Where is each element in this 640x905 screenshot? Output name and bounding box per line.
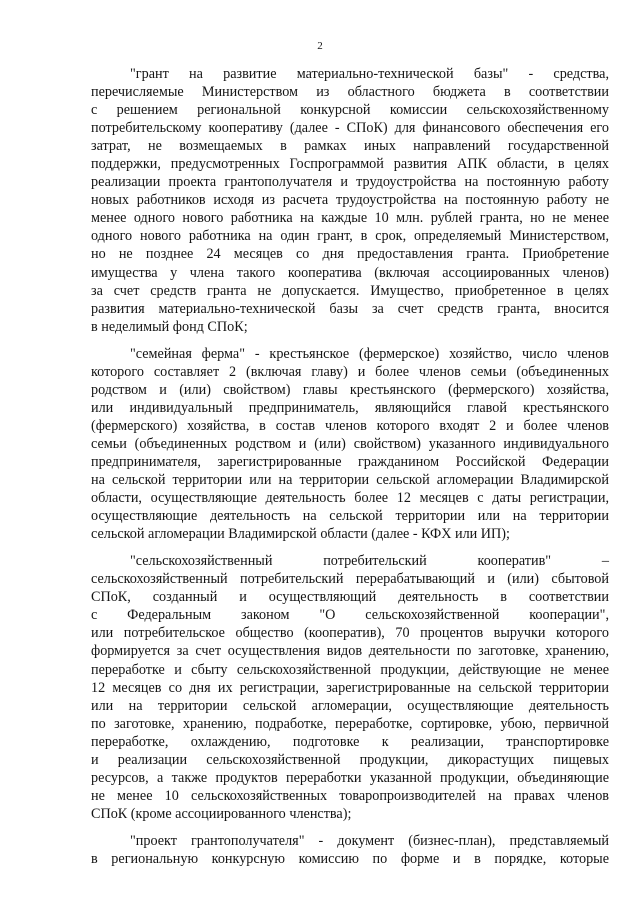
- text-line: области, осуществляющие деятельность более 12 месяцев с даты регистрации,: [91, 490, 609, 507]
- paragraph-family-farm-definition: [91, 345, 609, 544]
- text-line: с Федеральным законом "О сельскохозяйственной кооперации",: [91, 607, 609, 624]
- text-line: новых работников исходя из расчета трудоустройства на постоянную работу не: [91, 192, 609, 209]
- text-line: за счет средств гранта не допускается. Имущество, приобретенное в целях: [91, 282, 609, 299]
- text-line: развития материально-технической базы за счет средств гранта, вносится: [91, 300, 609, 317]
- paragraph-grant-definition: [91, 65, 609, 336]
- text-line: и реализации сельскохозяйственной продукции, дикорастущих пищевых: [91, 751, 609, 768]
- text-line: "грант на развитие материально-технической базы" - средства,: [130, 66, 609, 82]
- text-line: СПоК, созданный и осуществляющий деятельность в соответствии: [91, 589, 609, 606]
- text-line: сельской агломерации Владимирской области (далее - КФХ или ИП);: [91, 526, 510, 543]
- text-line: "семейная ферма" - крестьянское (фермерское) хозяйство, число членов: [130, 345, 609, 362]
- text-line: осуществляющие деятельность на сельской территории или на территории: [91, 508, 609, 525]
- text-line: реализации проекта грантополучателя и трудоустройства на постоянную работу: [91, 174, 609, 191]
- paragraph-cooperative-definition: [91, 552, 609, 823]
- text-line: СПоК (кроме ассоциированного членства);: [91, 805, 352, 822]
- text-line: одного нового работника на один грант, в срок, определяемый Министерством,: [91, 228, 609, 245]
- text-line: но не позднее 24 месяцев со дня предоставления гранта. Приобретение: [91, 246, 609, 263]
- text-line: родством и (или) свойством) главы крестьянского (фермерского) хозяйства,: [91, 381, 609, 398]
- text-line: семьи (объединенных родством и (или) свойством) указанного индивидуального: [91, 435, 609, 452]
- text-line: формируется за счет осуществления видов деятельности по заготовке, хранению,: [91, 643, 609, 660]
- paragraph-project-definition: [91, 832, 609, 868]
- text-line: потребительскому кооперативу (далее - СПоК) для финансового обеспечения его: [91, 120, 609, 137]
- text-line: на сельской территории или на территории сельской агломерации Владимирской: [91, 472, 609, 489]
- text-line: поддержки, предусмотренных Госпрограммой развития АПК области, в целях: [91, 156, 609, 173]
- text-line: имущества у члена такого кооператива (включая ассоциированных членов): [91, 264, 609, 281]
- text-line: ресурсов, а также продуктов переработки указанной продукции, объединяющие: [91, 769, 609, 786]
- text-line: которого составляет 2 (включая главу) и более членов семьи (объединенных: [91, 363, 609, 380]
- text-line: (фермерского) хозяйства, в состав членов которого входят 2 и более членов: [91, 417, 609, 434]
- page-number: 2: [317, 40, 323, 52]
- text-line: перечисляемые Министерством из областного бюджета в соответствии: [91, 84, 609, 101]
- text-line: затрат, не возмещаемых в рамках иных направлений государственной: [91, 138, 609, 155]
- text-line: или на территории сельской агломерации, осуществляющие деятельность: [91, 697, 609, 714]
- text-line: не менее 10 сельскохозяйственных товаропроизводителей на правах членов: [91, 787, 609, 804]
- text-line: менее одного нового работника на каждые 10 млн. рублей гранта, но не менее: [91, 210, 609, 227]
- text-line: по заготовке, хранению, подработке, переработке, сортировке, убою, первичной: [91, 715, 609, 732]
- text-line: предпринимателя, зарегистрированные гражданином Российской Федерации: [91, 453, 609, 470]
- text-line: 12 месяцев со дня их регистрации, зарегистрированные на сельской территории: [91, 679, 609, 696]
- text-line: с решением региональной конкурсной комиссии сельскохозяйственному: [91, 102, 609, 119]
- document-body: [91, 65, 609, 877]
- text-line: или потребительское общество (кооператив), 70 процентов выручки которого: [91, 625, 609, 642]
- text-line: переработке и сбыту сельскохозяйственной продукции, действующие не менее: [91, 661, 609, 678]
- text-line: переработке, охлаждению, подготовке к реализации, транспортировке: [91, 733, 609, 750]
- text-line: "проект грантополучателя" - документ (бизнес-план), представляемый: [130, 832, 609, 849]
- text-line: в неделимый фонд СПоК;: [91, 318, 248, 335]
- text-line: или индивидуальный предприниматель, являющийся главой крестьянского: [91, 399, 609, 416]
- text-line: в региональную конкурсную комиссию по форме и в порядке, которые: [91, 850, 609, 867]
- text-line: сельскохозяйственный потребительский перерабатывающий и (или) сбытовой: [91, 571, 609, 588]
- text-line: "сельскохозяйственный потребительский кооператив" –: [130, 553, 609, 570]
